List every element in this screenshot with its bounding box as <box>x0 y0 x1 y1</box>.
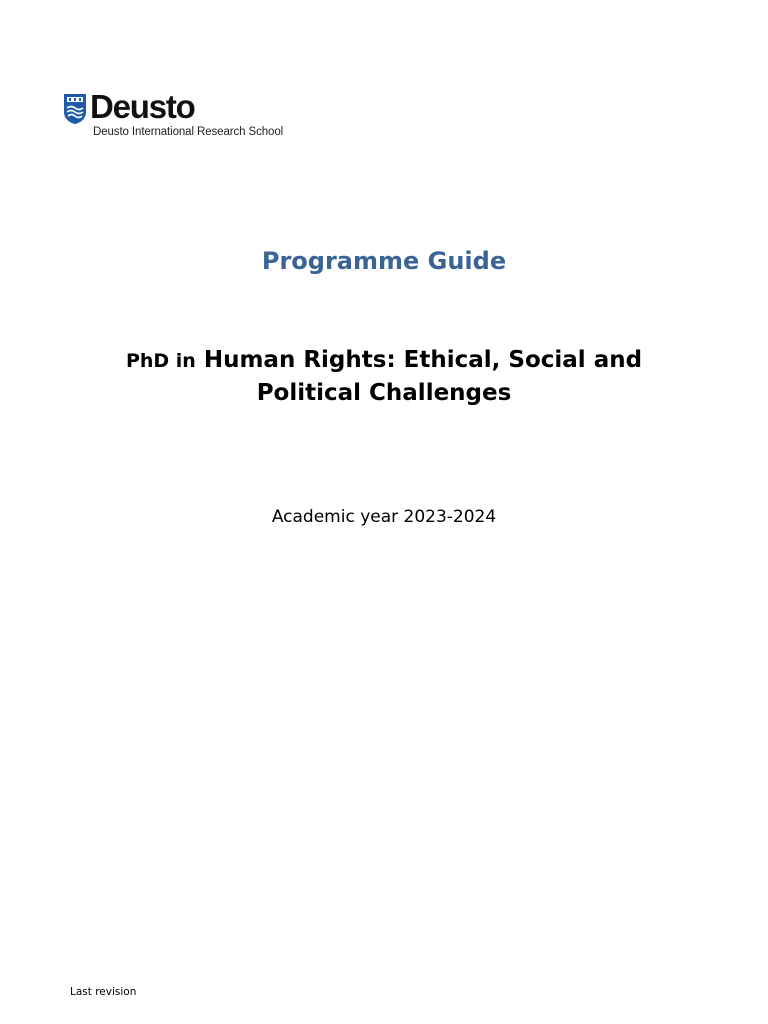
last-revision-label: Last revision <box>70 986 137 998</box>
logo-name: Deusto <box>90 88 195 125</box>
logo-subtitle: Deusto International Research School <box>93 126 284 138</box>
programme-name: Human Rights: Ethical, Social and Political Challenges <box>203 347 643 406</box>
programme-title <box>84 344 684 409</box>
guide-title: Programme Guide <box>261 247 507 275</box>
academic-year: Academic year 2023-2024 <box>271 507 497 527</box>
university-logo <box>64 88 284 142</box>
programme-prefix: PhD in <box>125 350 196 372</box>
deusto-shield-icon <box>64 94 86 124</box>
